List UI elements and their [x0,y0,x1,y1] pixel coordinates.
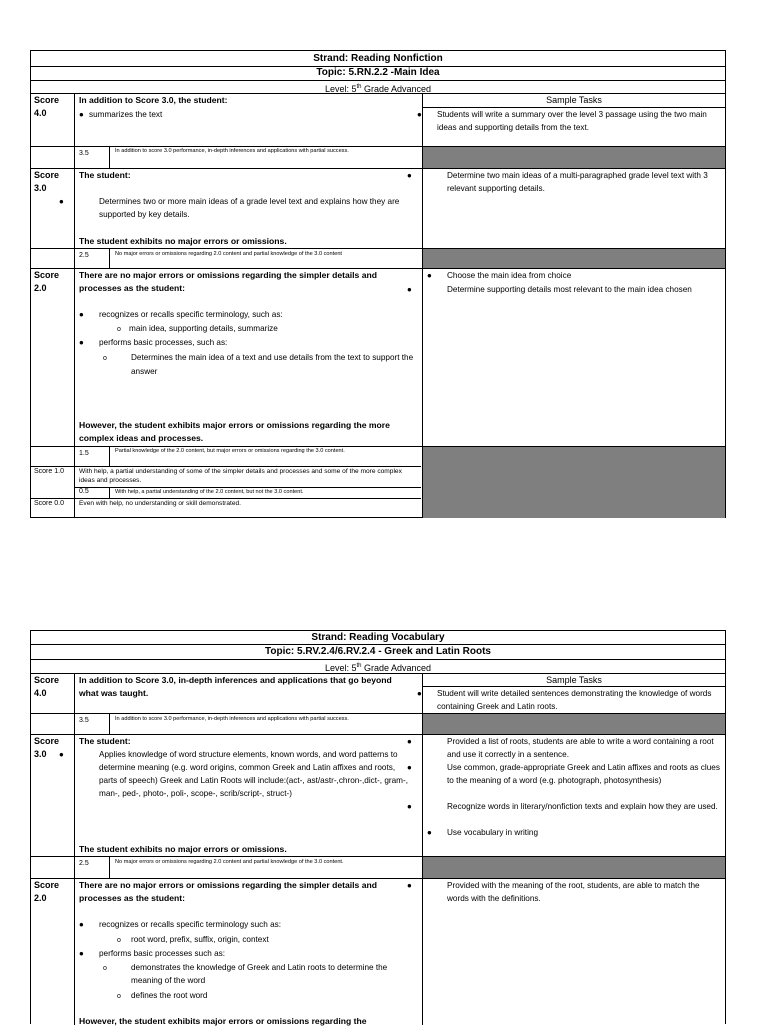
list-item: ● recognizes or recalls specific terminology, such as: [79,310,283,319]
rubric-reading-vocabulary [30,630,726,1024]
score-label: Score 1.0 [34,468,64,475]
strand-title: Strand: Reading Vocabulary [311,632,445,643]
sample-task: ● Determine two main ideas of a multi-paragraphed grade level text with 3 relevant supporting details. [407,171,708,193]
list-item: ● summarizes the text [79,110,163,119]
score-label: Score 3.0 [34,736,60,759]
shaded-cell [423,447,725,518]
sample-task: ● Student will write detailed sentences demonstrating the knowledge of words containing Greek and Latin roots. [417,689,712,711]
score1-text: With help, a partial understanding of some of the simpler details and processes and some of the more complex ideas and processes. [79,468,402,484]
half-score-label: 0.5 [79,488,89,495]
sample-task: ● Students will write a summary over the level 3 passage using the two main ideas and supporting details from the text. [417,110,707,132]
score3-intro: The student: [79,170,131,180]
score-label: Score 4.0 [34,675,60,698]
strand-title: Strand: Reading Nonfiction [313,53,443,64]
topic-title: Topic: 5.RV.2.4/6.RV.2.4 - Greek and Latin Roots [264,646,491,657]
half-score-text: No major errors or omissions regarding 2.0 content and partial knowledge of the 3.0 content. [115,859,344,865]
half-score-text: Partial knowledge of the 2.0 content, but major errors or omissions regarding the 3.0 content. [115,448,345,454]
no-errors-note: The student exhibits no major errors or omissions. [79,844,287,854]
half-score-label: 3.5 [79,717,89,724]
score3-intro: The student: [79,736,131,746]
shaded-cell [423,147,725,168]
shaded-cell [423,857,725,878]
sample-task: ● Use vocabulary in writing [427,828,539,837]
sub-list-item: o demonstrates the knowledge of Greek and Latin roots to determine the meaning of the word [103,963,388,985]
however-note: However, the student exhibits major errors or omissions regarding the [79,1016,367,1026]
level-title: Level: 5th Grade Advanced [324,663,432,673]
shaded-cell [423,714,725,734]
list-item: ● performs basic processes such as: [79,949,226,958]
sample-task: ● Determine supporting details most relevant to the main idea chosen [407,285,692,294]
half-score-label: 3.5 [79,150,89,157]
half-score-text: No major errors or omissions regarding 2.0 content and partial knowledge of the 3.0 content [115,251,342,257]
list-item: ● Applies knowledge of word structure elements, known words, and word patterns to determine meaning (e.g. word origins, common Greek and Latin affixes and roots, parts of speech) Greek and Latin Roots will include:(act-, ast/astr-,chron-,dict-, gram-, man-, ped-, photo-, poli-, scope-, scrib/script-, struct-) [59,750,408,798]
topic-title: Topic: 5.RN.2.2 -Main Idea [316,67,440,78]
half-score-text: In addition to score 3.0 performance, in-depth inferences and applications with partial success. [115,148,349,154]
rubric-reading-nonfiction [30,50,726,518]
half-score-label: 2.5 [79,252,89,259]
list-item: ● recognizes or recalls specific terminology such as: [79,920,282,929]
however-note: However, the student exhibits major errors or omissions regarding the more complex ideas and processes. [79,420,390,443]
score0-text: Even with help, no understanding or skill demonstrated. [79,500,242,507]
score4-intro: In addition to Score 3.0, in-depth inferences and applications that go beyond what was taught. [79,675,392,698]
half-score-text: With help, a partial understanding of the 2.0 content, but not the 3.0 content. [115,489,304,495]
no-errors-note: The student exhibits no major errors or omissions. [79,236,287,246]
sub-list-item: o root word, prefix, suffix, origin, context [117,935,269,944]
sample-tasks-header: Sample Tasks [546,675,602,685]
list-item: ● performs basic processes, such as: [79,338,228,347]
score2-intro: There are no major errors or omissions regarding the simpler details and processes as the student: [79,270,378,293]
score4-intro: In addition to Score 3.0, the student: [79,95,228,105]
sub-list-item: o Determines the main idea of a text and use details from the text to support the answer [103,353,414,376]
score-label: Score 4.0 [34,95,60,118]
shaded-cell [423,249,725,268]
score-label: Score 2.0 [34,270,60,293]
score-label: Score 3.0 [34,170,60,193]
sample-task: ● Choose the main idea from choice [427,271,572,280]
half-score-label: 2.5 [79,860,89,867]
list-item: ● Determines two or more main ideas of a grade level text and explains how they are supported by key details. [59,197,400,219]
sample-task: ● Recognize words in literary/nonfiction texts and explain how they are used. [407,802,718,811]
level-title: Level: 5th Grade Advanced [324,84,432,94]
sample-task: ● Use common, grade-appropriate Greek and Latin affixes and roots as clues to the meaning of a word (e.g. photograph, photosynthesis) [407,763,720,785]
sample-task: ● Provided a list of roots, students are able to write a word containing a root and use it correctly in a sentence. [407,737,714,759]
score2-intro: There are no major errors or omissions regarding the simpler details and processes as the student: [79,880,378,903]
sub-list-item: o main idea, supporting details, summarize [117,324,278,333]
sample-tasks-header: Sample Tasks [546,95,602,105]
score-label: Score 0.0 [34,500,64,507]
sample-task: ● Provided with the meaning of the root, students, are able to match the words with the definitions. [407,881,700,903]
score-label: Score 2.0 [34,880,60,903]
sub-list-item: o defines the root word [117,991,208,1000]
half-score-label: 1.5 [79,450,89,457]
half-score-text: In addition to score 3.0 performance, in-depth inferences and applications with partial success. [115,716,349,722]
